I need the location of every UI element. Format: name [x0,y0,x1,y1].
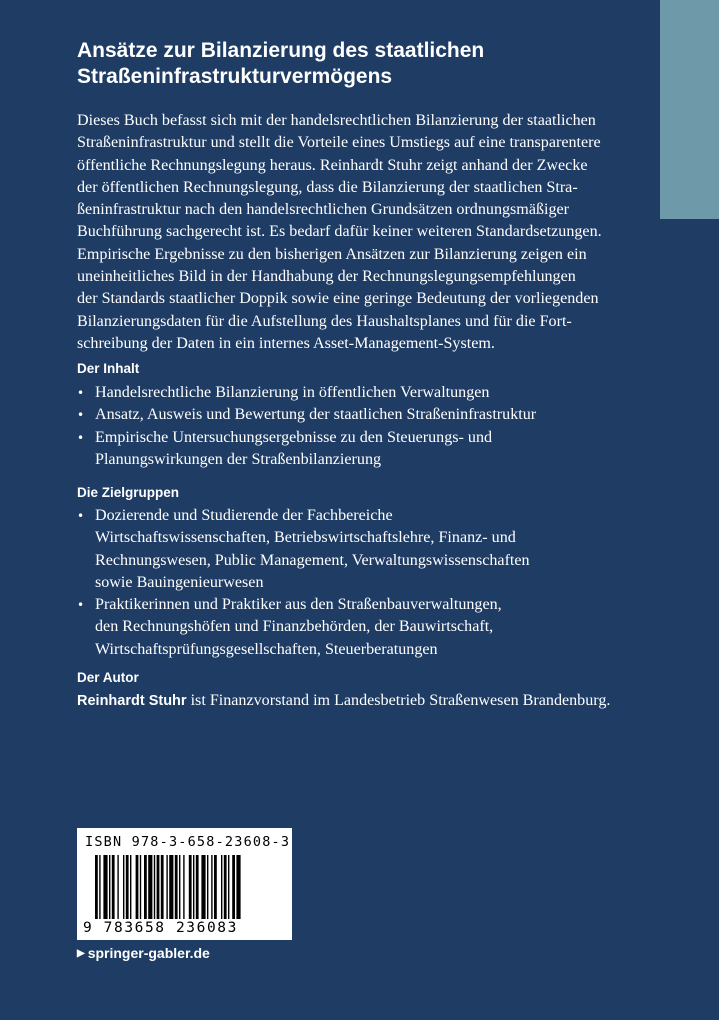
list-item-line: Rechnungswesen, Public Management, Verwaltungswissenschaften [95,551,530,569]
list-item-line: Wirtschaftsprüfungsgesellschaften, Steuerberatungen [95,640,438,658]
list-item-line: Empirische Untersuchungsergebnisse zu den Steuerungs- und [95,428,493,446]
author-description: ist Finanzvorstand im Landesbetrieb Straßenwesen Brandenburg. [186,692,611,709]
barcode-bar [236,855,240,919]
bullet-icon: • [77,430,85,445]
zielgruppen-heading: Die Zielgruppen [77,485,180,500]
list-item-line: Praktikerinnen und Praktiker aus den Straßenbauverwaltungen, [95,596,502,614]
isbn-barcode [77,828,292,940]
barcode-bar [99,855,100,919]
list-item [77,382,637,404]
barcode-bar [130,855,131,919]
barcode-bar [103,855,107,919]
accent-bar [660,0,719,219]
website-text: springer-gabler.de [87,945,210,961]
list-item-line: Planungswirkungen der Straßenbilanzierung [95,450,382,468]
description-line: Dieses Buch befasst sich mit der handelsrechtlichen Bilanzierung der staatlichen [77,112,596,129]
description-line: Straßeninfrastruktur und stellt die Vorteile eines Umstiegs auf eine transparentere [77,134,601,152]
barcode-bar [211,855,212,919]
description-line: schreibung der Daten in ein internes Asset-Management-System. [77,334,495,352]
bullet-icon: • [77,408,85,423]
description-line: Buchführung sachgerecht ist. Es bedarf dafür keiner weiteren Standardsetzungen. [77,223,602,241]
list-item-line: Handelsrechtliche Bilanzierung in öffentlichen Verwaltungen [95,384,490,401]
description-line: der Standards staatlicher Doppik sowie eine geringe Bedeutung der vorliegenden [77,290,599,308]
barcode-bar [148,855,152,919]
barcode-bar [196,855,199,919]
barcode-bar [232,855,235,919]
barcode-bar [140,855,141,919]
barcode-bar [161,855,164,919]
list-item [77,594,637,661]
isbn-label: ISBN 978-3-658-23608-3 [85,834,291,850]
barcode-bar [228,855,229,919]
barcode-bar [214,855,217,919]
barcode-bars [95,855,287,921]
list-item [77,505,637,594]
barcode-bar [175,855,178,919]
title-line: Straßeninfrastrukturvermögens [77,65,393,88]
barcode-bar [207,855,208,919]
list-item-line: sowie Bauingenieurwesen [95,573,264,591]
description-line: Empirische Ergebnisse zu den bisherigen Ansätzen zur Bilanzierung zeigen ein [77,245,587,263]
list-item-line: Ansatz, Ausweis und Bewertung der staatlichen Straßeninfrastruktur [95,406,537,424]
description-line: öffentliche Rechnungslegung heraus. Reinhardt Stuhr zeigt anhand der Zwecke [77,156,588,174]
barcode-bar [154,855,155,919]
barcode-bar [109,855,110,919]
list-item-line: den Rechnungshöfen und Finanzbehörden, der Bauwirtschaft, [95,618,494,636]
barcode-bar [201,855,205,919]
barcode-bar [169,855,173,919]
description-line: der öffentlichen Rechnungslegung, dass die Bilanzierung der staatlichen Stra- [77,178,578,196]
list-item [77,427,637,472]
description-line: uneinheitliches Bild in der Handhabung der Rechnungslegungsempfehlungen [77,268,576,286]
barcode-bar [221,855,222,919]
barcode-bar [189,855,192,919]
website-link[interactable] [77,945,210,961]
description-line: Bilanzierungsdaten für die Aufstellung des Haushaltsplanes und für die Fort- [77,312,572,330]
bullet-icon: • [77,509,85,523]
book-title [77,38,637,90]
description [77,110,637,355]
barcode-bar [126,855,129,919]
barcode-bar [144,855,147,919]
zielgruppen-list [77,505,637,661]
barcode-bar [224,855,227,919]
barcode-bar [183,855,184,919]
list-item-line: Dozierende und Studierende der Fachbereiche [95,507,393,524]
inhalt-list [77,382,637,471]
triangle-right-icon: ▶ [77,947,85,959]
description-line: ßeninfrastruktur nach den handelsrechtlichen Grundsätzen ordnungsmäßiger [77,201,570,219]
barcode-digits: 9 783658 236083 [83,920,238,936]
list-item-line: Wirtschaftswissenschaften, Betriebswirtschaftslehre, Finanz- und [95,529,516,547]
bullet-icon: • [77,386,85,400]
bullet-icon: • [77,598,85,613]
barcode-bar [157,855,160,919]
inhalt-heading: Der Inhalt [77,361,140,376]
barcode-bar [166,855,167,919]
author-name: Reinhardt Stuhr [77,693,187,709]
barcode-bar [123,855,124,919]
autor-heading: Der Autor [77,670,139,685]
barcode-bar [179,855,180,919]
barcode-bar [136,855,139,919]
author-bio [77,690,657,712]
title-line: Ansätze zur Bilanzierung des staatlichen [77,39,485,62]
barcode-bar [193,855,194,919]
barcode-bar [95,855,98,919]
list-item [77,404,637,426]
barcode-bar [117,855,118,919]
barcode-bar [112,855,115,919]
